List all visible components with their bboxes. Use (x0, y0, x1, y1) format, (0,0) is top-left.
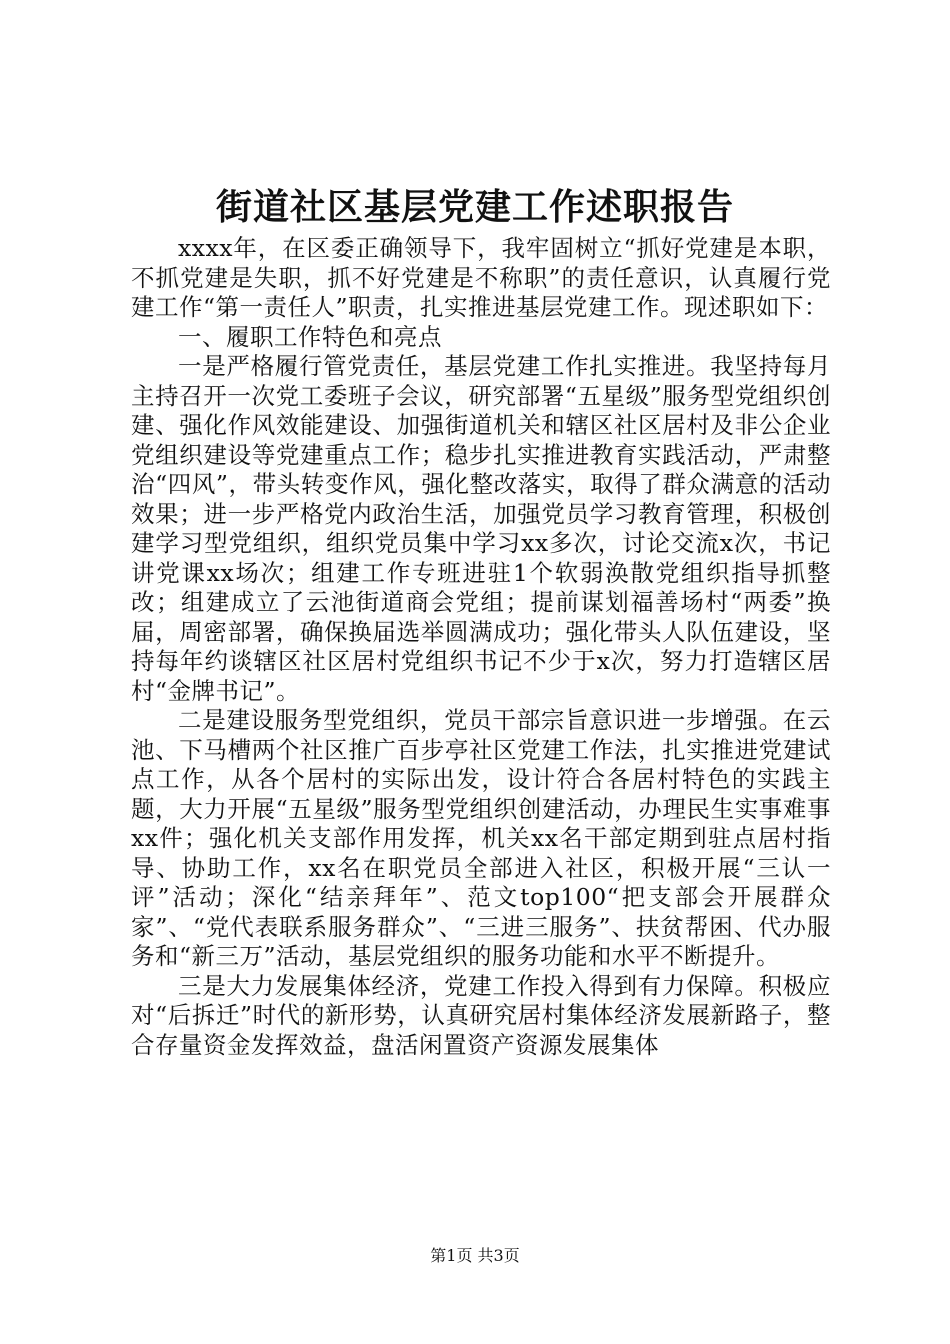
page-title: 街道社区基层党建工作述职报告 (215, 186, 734, 228)
paragraph-point-1: 一是严格履行管党责任，基层党建工作扎实推进。我坚持每月主持召开一次党工委班子会议，研究部署“五星级”服务型党组织创建、强化作风效能建设、加强街道机关和辖区社区居村及非公企业党组织建设等党建重点工作；稳步扎实推进教育实践活动，严肃整治“四风”，带头转变作风，强化整改落实，取得了群众满意的活动效果；进一步严格党内政治生活，加强党员学习教育管理，积极创建学习型党组织，组织党员集中学习xx多次，讨论交流x次，书记讲党课xx场次；组建工作专班进驻1个软弱涣散党组织指导抓整改；组建成立了云池街道商会党组；提前谋划福善场村“两委”换届，周密部署，确保换届选举圆满成功；强化带头人队伍建设，坚持每年约谈辖区社区居村党组织书记不少于x次，努力打造辖区居村“金牌书记”。 (131, 352, 831, 705)
paragraph-point-2: 二是建设服务型党组织，党员干部宗旨意识进一步增强。在云池、下马槽两个社区推广百步亭社区党建工作法，扎实推进党建试点工作，从各个居村的实际出发，设计符合各居村特色的实践主题，大力开展“五星级”服务型党组织创建活动，办理民生实事难事xx件；强化机关支部作用发挥，机关xx名干部定期到驻点居村指导、协助工作，xx名在职党员全部进入社区，积极开展“三认一评”活动；深化“结亲拜年”、范文top100“把支部会开展群众家”、“党代表联系服务群众”、“三进三服务”、扶贫帮困、代办服务和“新三万”活动，基层党组织的服务功能和水平不断提升。 (131, 706, 831, 970)
document-body (131, 234, 831, 1060)
page-footer: 第1页 共3页 (430, 1246, 520, 1265)
paragraph-intro: xxxx年，在区委正确领导下，我牢固树立“抓好党建是本职，不抓党建是失职，抓不好党建是不称职”的责任意识，认真履行党建工作“第一责任人”职责，扎实推进基层党建工作。现述职如下： (131, 234, 831, 321)
paragraph-point-3: 三是大力发展集体经济，党建工作投入得到有力保障。积极应对“后拆迁”时代的新形势，认真研究居村集体经济发展新路子，整合存量资金发挥效益，盘活闲置资产资源发展集体 (131, 971, 831, 1059)
section-heading: 一、履职工作特色和亮点 (178, 322, 442, 351)
